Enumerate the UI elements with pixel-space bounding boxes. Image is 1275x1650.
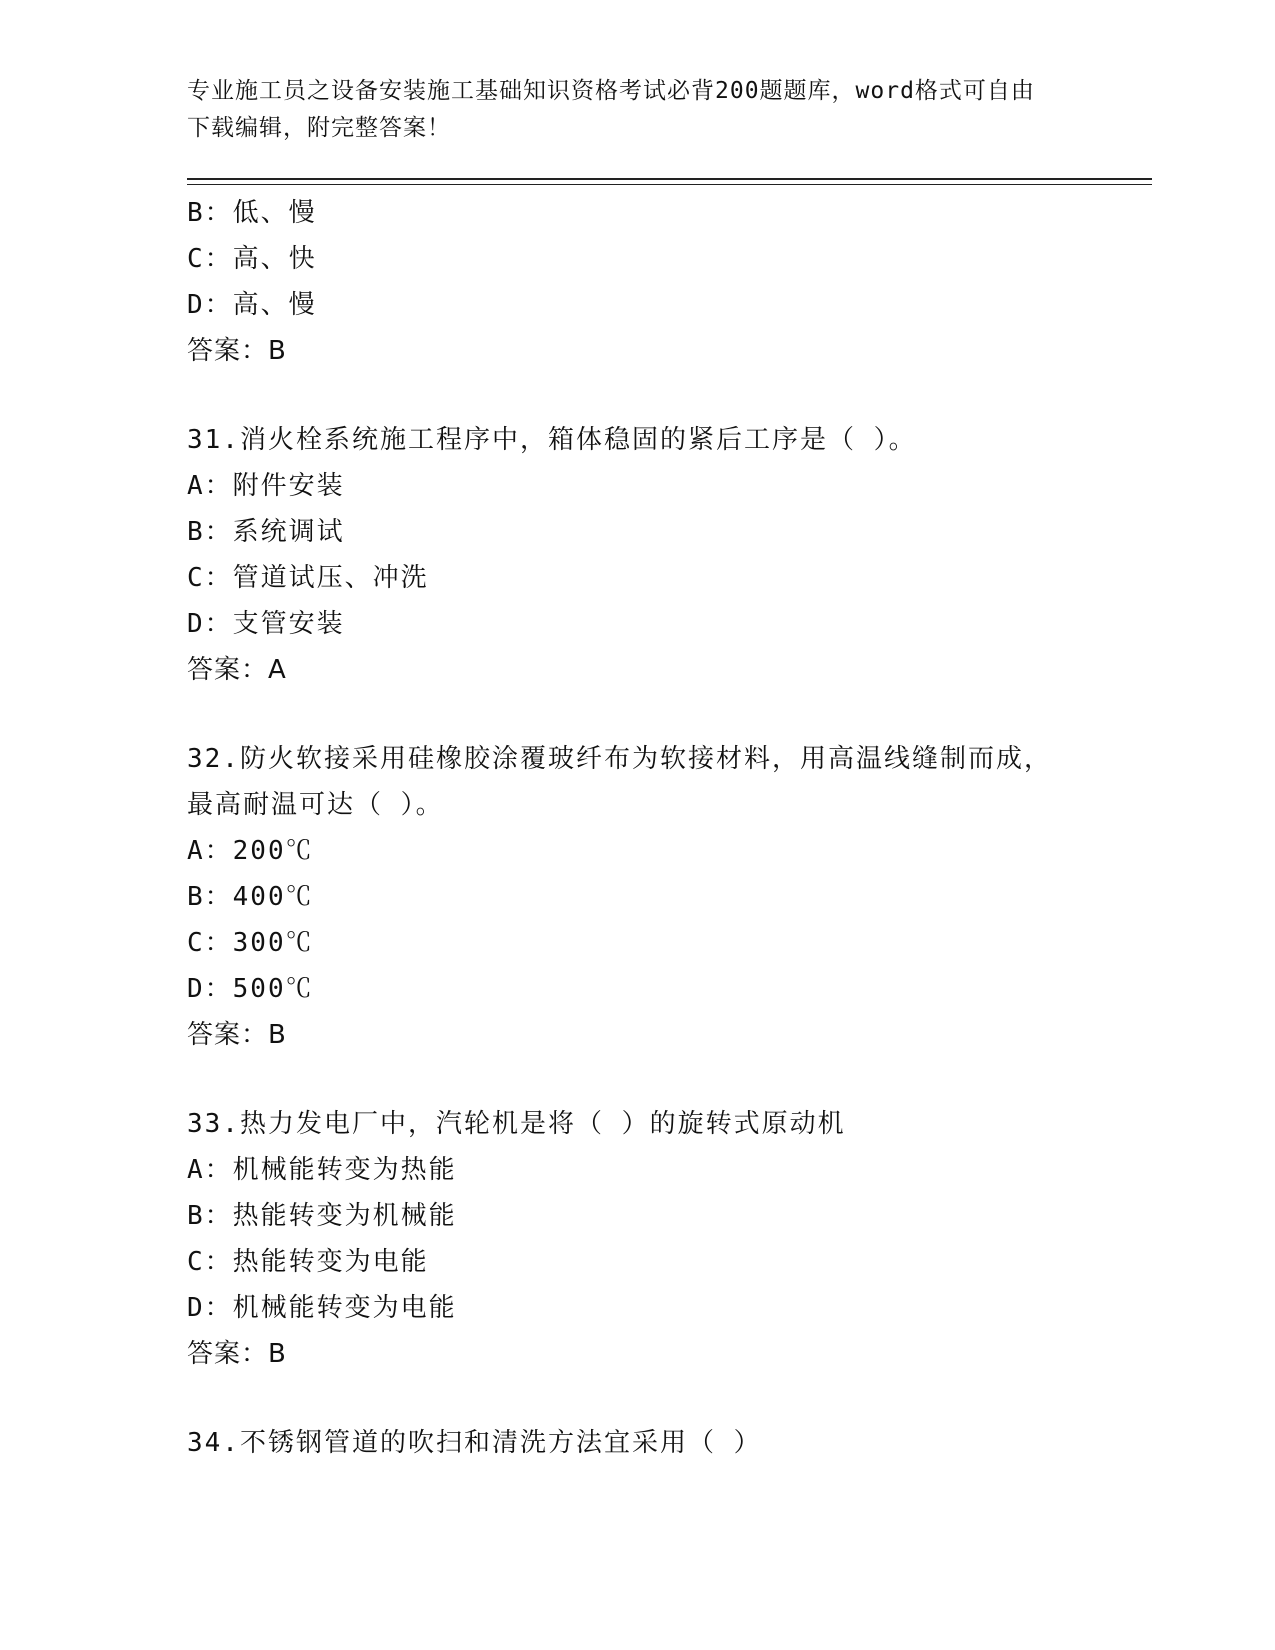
option-d: D：机械能转变为电能: [187, 1293, 457, 1323]
question-text-line-1: 32.防火软接采用硅橡胶涂覆玻纤布为软接材料，用高温线缝制而成，: [187, 744, 1052, 774]
header-line-1: 专业施工员之设备安装施工基础知识资格考试必背200题题库，word格式可自由: [187, 78, 1035, 104]
question-gap: [187, 1058, 1087, 1101]
answer-line: 答案：A: [187, 655, 287, 685]
answer-line: 答案：B: [187, 1339, 287, 1369]
option-c: C：300℃: [187, 928, 314, 958]
answer-line: 答案：B: [187, 336, 287, 366]
option-c: C：热能转变为电能: [187, 1247, 429, 1277]
question-33: [187, 1101, 1087, 1377]
option-d: D：500℃: [187, 974, 314, 1004]
question-list: [187, 190, 1087, 1466]
option-c: C：管道试压、冲洗: [187, 563, 429, 593]
option-a: A：附件安装: [187, 471, 345, 501]
option-d: D：高、慢: [187, 290, 317, 320]
answer-line: 答案：B: [187, 1020, 287, 1050]
question-text: 33.热力发电厂中，汽轮机是将（ ）的旋转式原动机: [187, 1109, 846, 1139]
question-32: [187, 736, 1087, 1058]
option-a: A：机械能转变为热能: [187, 1155, 457, 1185]
question-gap: [187, 1377, 1087, 1420]
header-divider: [187, 178, 1152, 185]
header-line-2: 下载编辑，附完整答案！: [187, 115, 451, 141]
option-c: C：高、快: [187, 244, 317, 274]
option-b: B：系统调试: [187, 517, 345, 547]
option-b: B：400℃: [187, 882, 314, 912]
option-b: B：热能转变为机械能: [187, 1201, 457, 1231]
option-a: A：200℃: [187, 836, 314, 866]
question-31: [187, 417, 1087, 693]
document-header: [187, 73, 1067, 147]
question-text-line-2: 最高耐温可达（ ）。: [187, 790, 444, 820]
option-d: D：支管安装: [187, 609, 345, 639]
question-gap: [187, 693, 1087, 736]
question-text: 31.消火栓系统施工程序中，箱体稳固的紧后工序是（ ）。: [187, 425, 917, 455]
question-text: 34.不锈钢管道的吹扫和清洗方法宜采用（ ）: [187, 1428, 762, 1458]
question-30-tail: [187, 190, 1087, 374]
option-b: B：低、慢: [187, 198, 317, 228]
question-gap: [187, 374, 1087, 417]
question-34: [187, 1420, 1087, 1466]
